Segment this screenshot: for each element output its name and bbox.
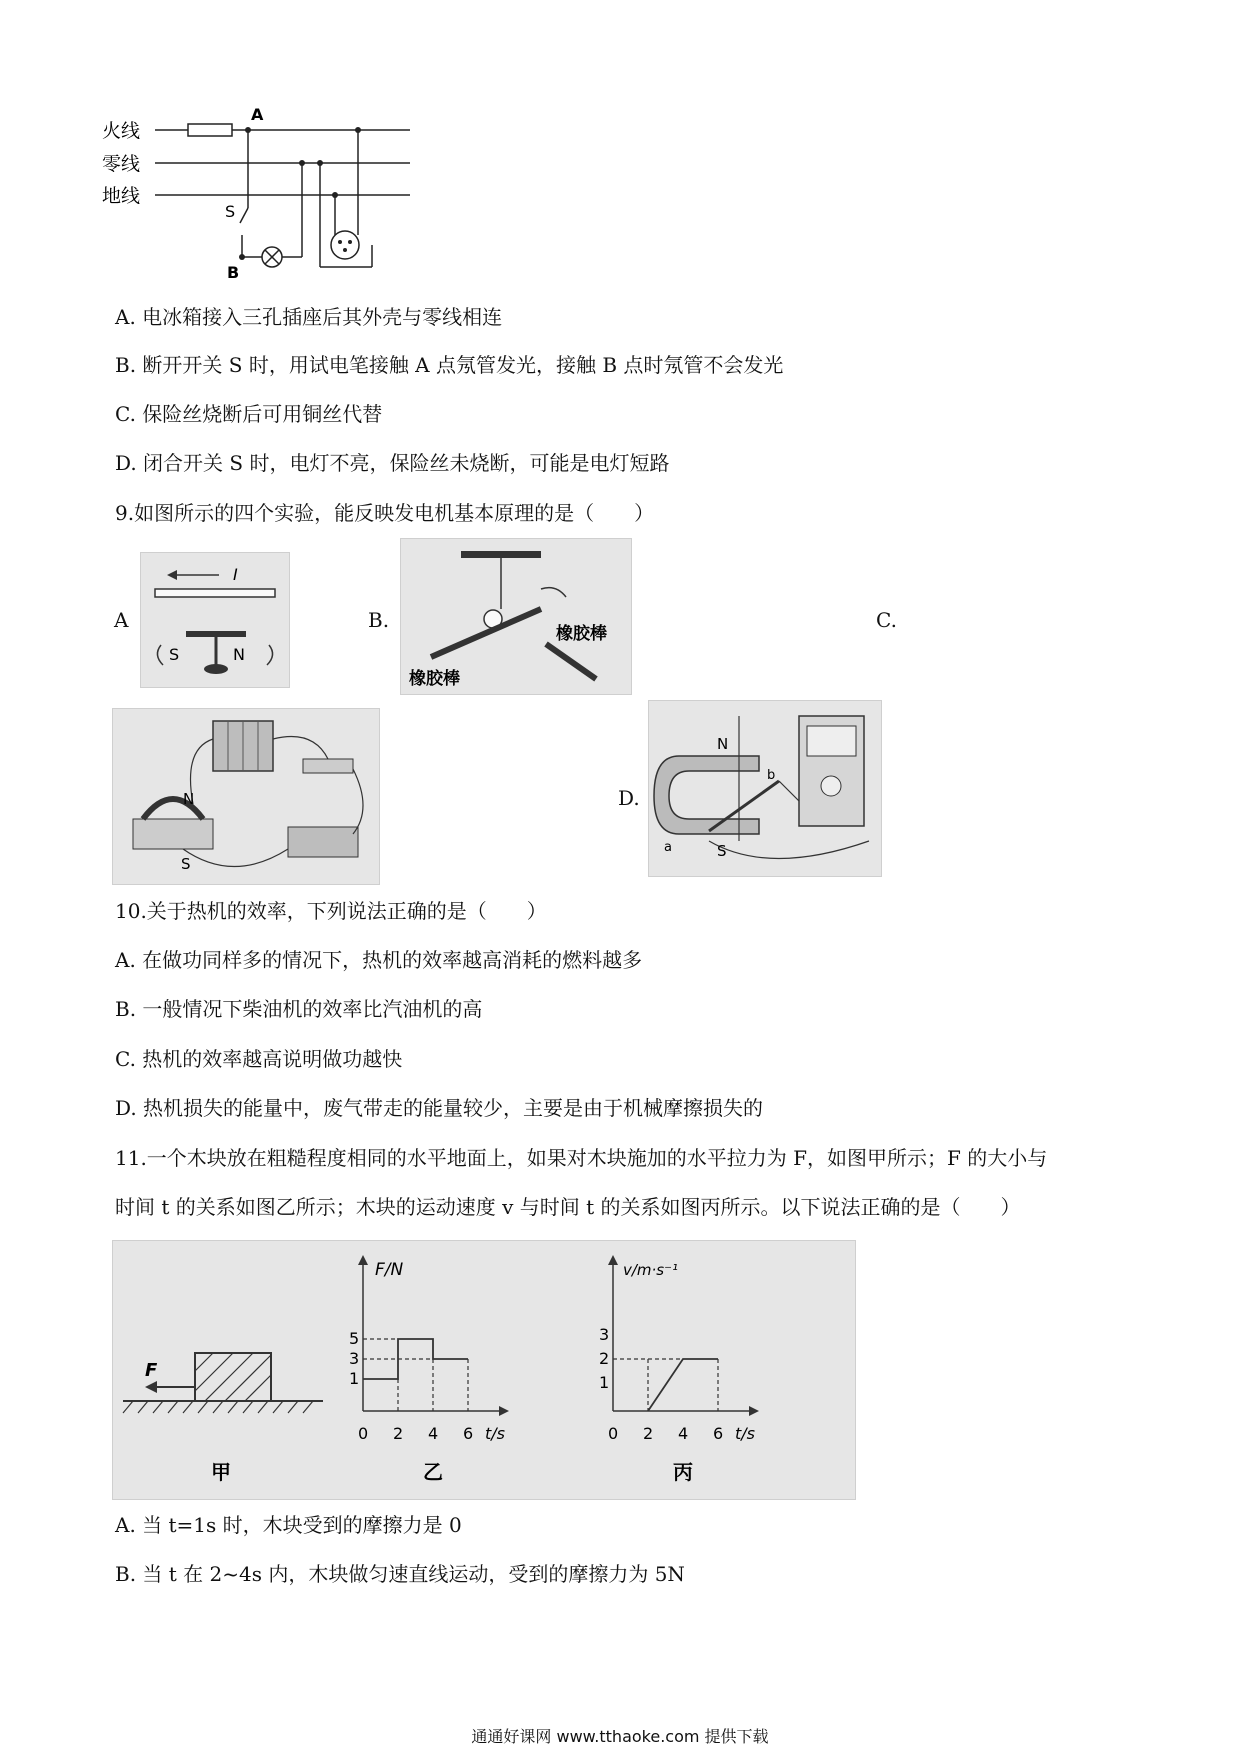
q10-stem: 10.关于热机的效率，下列说法正确的是（ ）	[115, 899, 547, 923]
pole-n-label: N	[233, 645, 245, 664]
ytick-yi-3: 3	[349, 1349, 360, 1368]
pole-s-label: S	[169, 645, 180, 664]
wire-neutral-label: 零线	[102, 153, 141, 175]
xlabel-bing: t/s	[735, 1424, 755, 1443]
point-a-label: A	[251, 105, 264, 124]
xtick-yi-4: 4	[428, 1424, 439, 1443]
q8-option-d: D. 闭合开关 S 时，电灯不亮，保险丝未烧断，可能是电灯短路	[115, 451, 670, 475]
ytick-bing-1: 1	[599, 1373, 610, 1392]
q11-stem-line2: 时间 t 的关系如图乙所示；木块的运动速度 v 与时间 t 的关系如图丙所示。以下说法正确的是（ ）	[115, 1195, 1021, 1219]
point-b-label: B	[227, 263, 240, 282]
pole-n-label: N	[717, 735, 729, 753]
q8-option-b: B. 断开开关 S 时，用试电笔接触 A 点氖管发光，接触 B 点时氖管不会发光	[115, 353, 784, 377]
ytick-yi-1: 1	[349, 1369, 360, 1388]
xtick-bing-4: 4	[678, 1424, 689, 1443]
q11-option-a: A. 当 t=1s 时，木块受到的摩擦力是 0	[115, 1513, 462, 1537]
q9-figure-d	[648, 700, 882, 877]
q10-option-c: C. 热机的效率越高说明做功越快	[115, 1047, 403, 1071]
pole-s-label: S	[717, 842, 727, 860]
q10-option-b: B. 一般情况下柴油机的效率比汽油机的高	[115, 997, 483, 1021]
xtick-yi-6: 6	[463, 1424, 474, 1443]
q9-label-c: C.	[876, 608, 897, 632]
pole-s-label: S	[181, 855, 191, 873]
xtick-bing-6: 6	[713, 1424, 724, 1443]
switch-s-label: S	[225, 202, 236, 221]
graph-yi	[349, 1255, 509, 1484]
q9-label-b: B.	[368, 608, 390, 632]
q9-figure-a	[140, 552, 290, 688]
figure-jia	[123, 1353, 323, 1484]
circuit-diagram	[102, 95, 420, 282]
page-footer: 通通好课网 www.tthaoke.com 提供下载	[471, 1727, 769, 1746]
ylabel-yi: F/N	[375, 1260, 404, 1280]
q11-option-b: B. 当 t 在 2~4s 内，木块做匀速直线运动，受到的摩擦力为 5N	[115, 1562, 685, 1586]
point-a-label: a	[664, 840, 672, 855]
current-label: I	[233, 565, 238, 584]
xtick-yi-2: 2	[393, 1424, 404, 1443]
caption-jia: 甲	[211, 1460, 231, 1484]
caption-yi: 乙	[423, 1460, 443, 1484]
rod-label-right: 橡胶棒	[556, 624, 607, 644]
q9-label-d: D.	[618, 786, 640, 810]
graph-bing	[599, 1255, 759, 1484]
q10-option-a: A. 在做功同样多的情况下，热机的效率越高消耗的燃料越多	[115, 948, 643, 972]
point-b-label: b	[767, 768, 776, 783]
force-label: F	[145, 1360, 158, 1381]
q11-stem-line1: 11.一个木块放在粗糙程度相同的水平地面上，如果对木块施加的水平拉力为 F，如图甲所示；F 的大小与	[115, 1146, 1048, 1170]
q9-stem: 9.如图所示的四个实验，能反映发电机基本原理的是（ ）	[115, 501, 655, 525]
pole-n-label: N	[183, 790, 195, 808]
xlabel-yi: t/s	[485, 1424, 505, 1443]
ylabel-bing: v/m·s⁻¹	[623, 1261, 679, 1279]
ytick-yi-5: 5	[349, 1329, 360, 1348]
ytick-bing-2: 2	[599, 1349, 610, 1368]
caption-bing: 丙	[673, 1460, 693, 1484]
q11-figure	[112, 1240, 856, 1500]
circuit-svg	[102, 95, 420, 282]
wire-live-label: 火线	[102, 120, 141, 142]
q9-figure-c	[112, 708, 380, 885]
q8-option-c: C. 保险丝烧断后可用铜丝代替	[115, 402, 383, 426]
wire-ground-label: 地线	[102, 185, 141, 207]
q9-label-a: A	[114, 608, 129, 632]
q10-option-d: D. 热机损失的能量中，废气带走的能量较少，主要是由于机械摩擦损失的	[115, 1096, 764, 1120]
q8-option-a: A. 电冰箱接入三孔插座后其外壳与零线相连	[115, 305, 503, 329]
xtick-bing-0: 0	[608, 1424, 619, 1443]
q9-figure-b	[400, 538, 632, 695]
rod-label-left: 橡胶棒	[409, 669, 460, 689]
xtick-bing-2: 2	[643, 1424, 654, 1443]
ytick-bing-3: 3	[599, 1325, 610, 1344]
xtick-yi-0: 0	[358, 1424, 369, 1443]
